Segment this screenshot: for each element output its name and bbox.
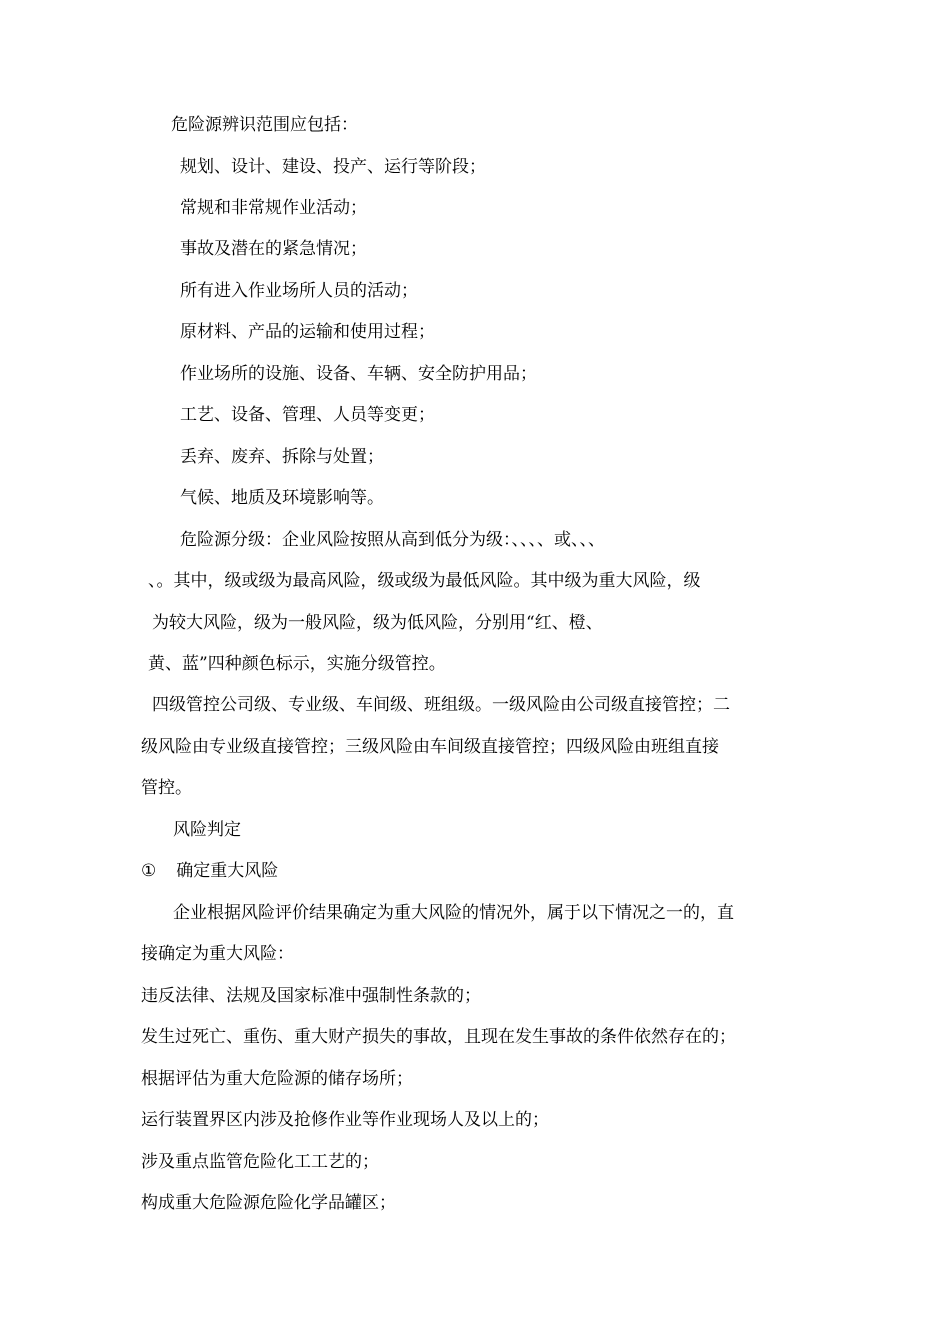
hazard-scope-heading: 危险源辨识范围应包括： — [171, 115, 358, 135]
major-risk-item-law: 违反法律、法规及国家标准中强制性条款的； — [141, 986, 481, 1006]
control-levels-line-2: 级风险由专业级直接管控；三级风险由车间级直接管控；四级风险由班组直接 — [141, 737, 719, 757]
control-levels-line-3: 管控。 — [141, 778, 192, 798]
circled-number-marker: ① — [141, 861, 157, 881]
major-risk-item-accident: 发生过死亡、重伤、重大财产损失的事故，且现在发生事故的条件依然存在的； — [141, 1027, 736, 1047]
scope-item-stages: 规划、设计、建设、投产、运行等阶段； — [180, 157, 486, 177]
scope-item-changes: 工艺、设备、管理、人员等变更； — [180, 405, 435, 425]
scope-item-emergency: 事故及潜在的紧急情况； — [180, 239, 367, 259]
major-risk-subheading — [141, 860, 278, 882]
classification-line-3: 为较大风险，级为一般风险，级为低风险，分别用“红、橙、 — [152, 613, 603, 633]
major-risk-intro-line-1: 企业根据风险评价结果确定为重大风险的情况外，属于以下情况之一的，直 — [173, 903, 734, 923]
classification-line-4: 黄、蓝”四种颜色标示，实施分级管控。 — [148, 654, 446, 674]
scope-item-materials: 原材料、产品的运输和使用过程； — [180, 322, 435, 342]
major-risk-subheading-text: 确定重大风险 — [176, 861, 279, 881]
scope-item-environment: 气候、地质及环境影响等。 — [180, 488, 384, 508]
major-risk-item-tank-area: 构成重大危险源危险化学品罐区； — [141, 1193, 396, 1213]
scope-item-disposal: 丢弃、废弃、拆除与处置； — [180, 447, 384, 467]
scope-item-facilities: 作业场所的设施、设备、车辆、安全防护用品； — [180, 364, 537, 384]
classification-line-2: 、。其中，级或级为最高风险，级或级为最低风险。其中级为重大风险，级 — [148, 571, 701, 591]
major-risk-item-process: 涉及重点监管危险化工工艺的； — [141, 1152, 379, 1172]
scope-item-activities: 常规和非常规作业活动； — [180, 198, 367, 218]
control-levels-line-1: 四级管控公司级、专业级、车间级、班组级。一级风险由公司级直接管控；二 — [152, 695, 730, 715]
major-risk-item-storage: 根据评估为重大危险源的储存场所； — [141, 1069, 413, 1089]
scope-item-personnel: 所有进入作业场所人员的活动； — [180, 281, 418, 301]
major-risk-item-repair: 运行装置界区内涉及抢修作业等作业现场人及以上的； — [141, 1110, 549, 1130]
risk-determination-heading: 风险判定 — [173, 820, 241, 840]
classification-line-1: 危险源分级：企业风险按照从高到低分为级：、、、、或、、、 — [180, 530, 605, 550]
major-risk-intro-line-2: 接确定为重大风险： — [141, 944, 294, 964]
